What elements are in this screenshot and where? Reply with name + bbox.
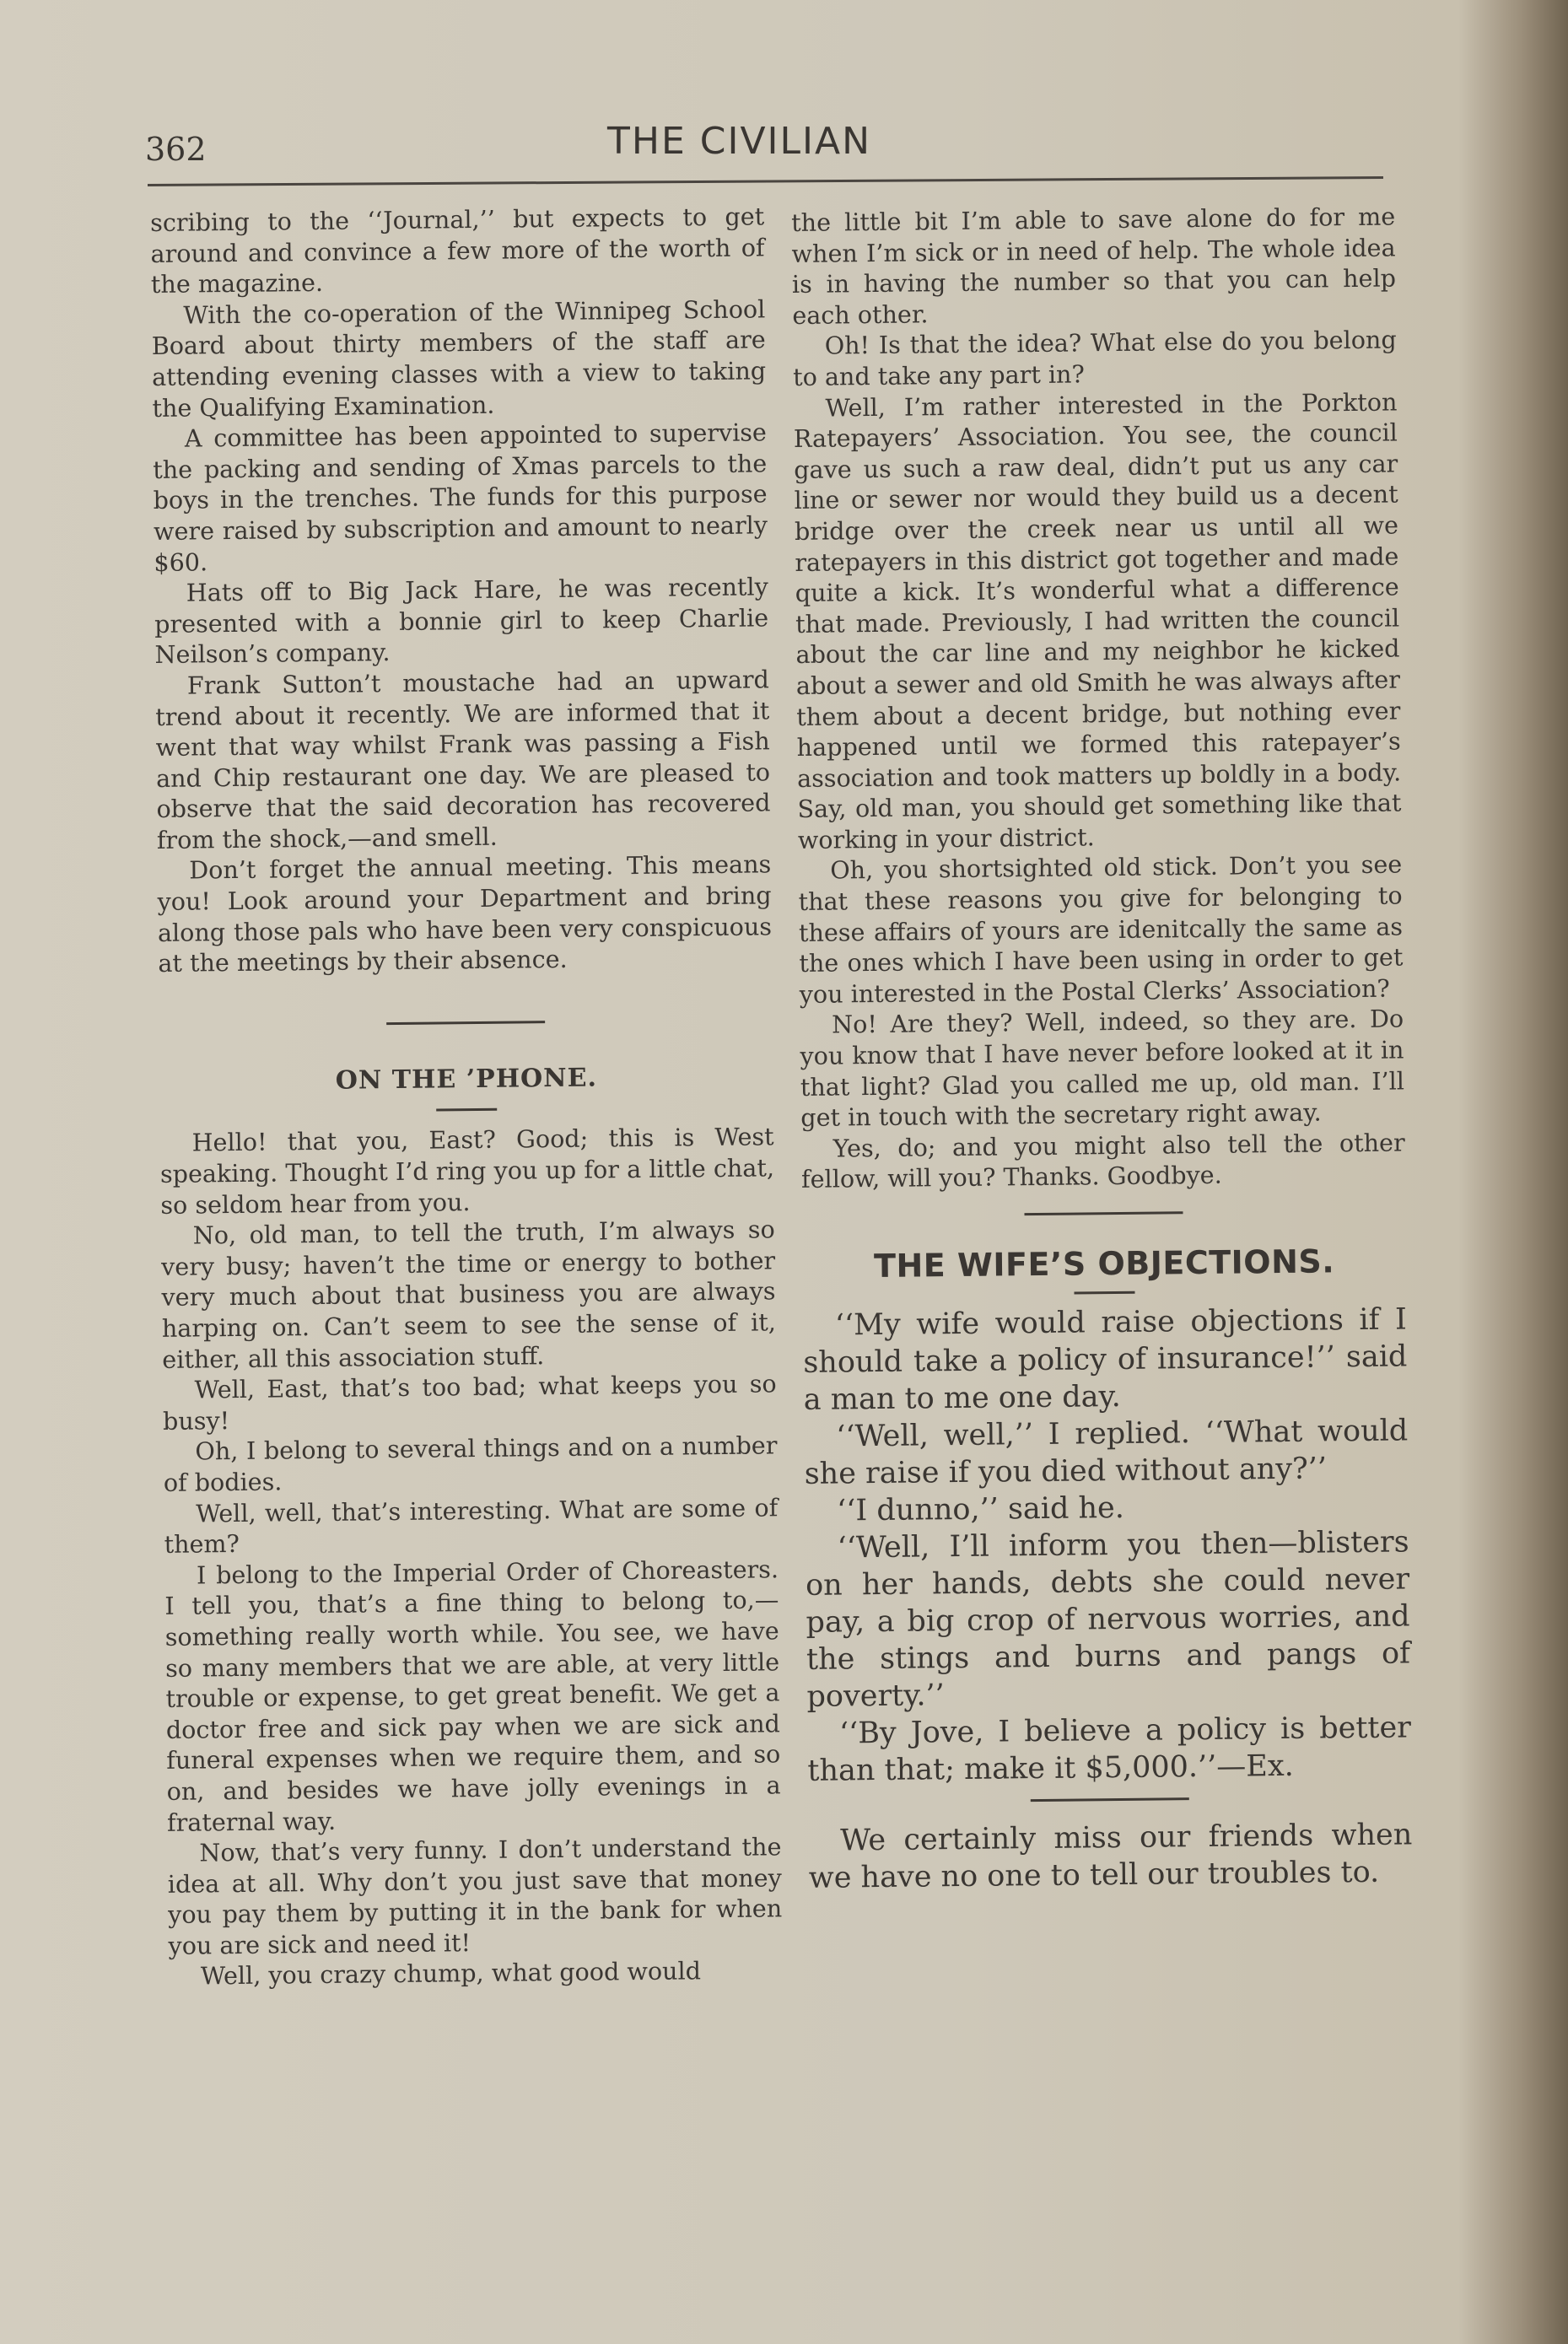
paragraph: ‘‘I dunno,’’ said he.	[836, 1490, 1125, 1528]
paragraph: A committee has been appointed to supervise the packing and sending of Xmas parcels to the boys in the trenches. The funds for this purpose were raised by subscription and amount to nearly $60.	[153, 418, 768, 577]
paragraph: Oh! Is that the idea? What else do you belong to and take any part in?	[792, 325, 1397, 391]
paragraph: ‘‘By Jove, I believe a policy is better than that; make it $5,000.’’—Ex.	[807, 1710, 1412, 1788]
paragraph: ‘‘Well, I’ll inform you then—blisters on her hands, debts she could never pay, a big crop of nervous worries, and the stings and burns and pangs of poverty.’’	[805, 1525, 1411, 1714]
paragraph: Hats off to Big Jack Hare, he was recently presented with a bonnie girl to keep Charlie Neilson’s company.	[154, 572, 769, 670]
paragraph: Now, that’s very funny. I don’t understand the idea at all. Why don’t you just save that money you pay them by putting it in the bank for when you are sick and need it!	[167, 1832, 783, 1960]
paragraph: Well, East, that’s too bad; what keeps you so busy!	[162, 1369, 777, 1436]
paragraph: Yes, do; and you might also tell the other fellow, will you? Thanks. Goodbye.	[800, 1128, 1405, 1194]
paragraph: Well, you crazy chump, what good would	[200, 1956, 702, 1991]
right-column	[791, 202, 1413, 1897]
paragraph: No! Are they? Well, indeed, so they are. Do you know that I have never before looked at it in that light? Glad you called me up, old man. I’ll get in touch with the secretary right away.	[800, 1004, 1405, 1133]
paragraph: I belong to the Imperial Order of Choreasters. I tell you, that’s a fine thing to belong to,—something really worth while. You see, we have so many members that we are able, at very little trouble or expense, to get great benefit. We get a doctor free and sick pay when we are sick and funeral expenses when we require them, and so on, and besides we have jolly evenings in a fraternal way.	[164, 1555, 781, 1837]
paragraph: We certainly miss our friends when we have no one to tell our troubles to.	[808, 1817, 1413, 1895]
paragraph: the little bit I’m able to save alone do for me when I’m sick or in need of help. The whole idea is in having the number so that you can help each other.	[791, 202, 1397, 330]
paragraph: ‘‘My wife would raise objections if I should take a policy of insurance!’’ said a man to me one day.	[803, 1302, 1408, 1417]
paragraph: Frank Sutton’t moustache had an upward trend about it recently. We are informed that it went that way whilst Frank was passing a Fish and Chip restaurant one day. We are pleased to observe that the said decoration has recovered from the shock,—and smell.	[155, 665, 771, 854]
wife-article	[803, 1301, 1412, 1789]
paragraph: No, old man, to tell the truth, I’m always so very busy; haven’t the time or energy to bother very much about that business you are always harping on. Can’t seem to see the sense of it, either, all this association stuff.	[160, 1215, 777, 1374]
closing-note	[808, 1816, 1413, 1896]
paragraph: Don’t forget the annual meeting. This means you! Look around your Department and bring along those pals who have been very conspicuous at the meetings by their absence.	[157, 849, 773, 978]
paragraph: Hello! that you, East? Good; this is West speaking. Thought I’d ring you up for a little chat, so seldom hear from you.	[159, 1122, 775, 1220]
wife-heading: THE WIFE’S OBJECTIONS.	[873, 1242, 1335, 1285]
phone-heading: ON THE ’PHONE.	[335, 1063, 598, 1096]
paragraph: With the co-operation of the Winnipeg School Board about thirty members of the staff are attending evening classes with a view to taking the Qualifying Examination.	[151, 294, 767, 423]
running-title: THE CIVILIAN	[607, 120, 872, 163]
paragraph: Oh, you shortsighted old stick. Don’t you see that these reasons you give for belonging to these affairs of yours are idenitcally the same as the ones which I have been using in order to get you interested in the Postal Clerks’ Association?	[798, 849, 1404, 1009]
header-rule	[148, 176, 1383, 186]
left-column	[150, 201, 783, 1992]
paragraph: ‘‘Well, well,’’ I replied. ‘‘What would she raise if you died without any?’’	[804, 1414, 1409, 1491]
page-number: 362	[145, 131, 207, 168]
paragraph: Well, well, that’s interesting. What are some of them?	[164, 1492, 779, 1560]
paragraph: scribing to the ‘‘Journal,’’ but expects to get around and convince a few more of the worth of the magazine.	[150, 202, 765, 299]
paragraph: Oh, I belong to several things and on a number of bodies.	[163, 1431, 778, 1497]
paragraph: Well, I’m rather interested in the Porkton Ratepayers’ Association. You see, the council gave us such a raw deal, didn’t put us any car line or sewer nor would they build us a decent bridge over the creek near us until all we ratepayers in this district got together and made quite a kick. It’s wonderful what a difference that made. Previously, I had written the council about the car line and my neighbor he kicked about a sewer and old Smith he was always after them about a decent bridge, but nothing ever happened until we formed this ratepayer’s association and took matters up boldly in a body. Say, old man, you should get something like that working in your district.	[793, 387, 1402, 854]
